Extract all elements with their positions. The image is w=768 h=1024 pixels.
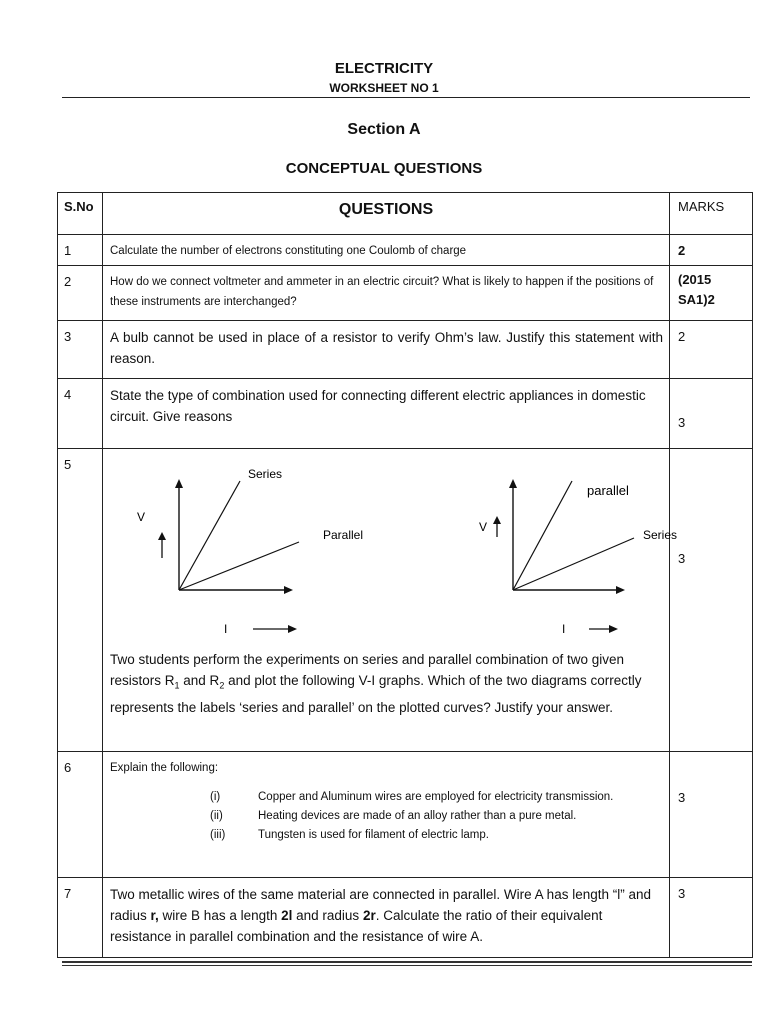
q6-item-label: (ii) (210, 810, 223, 822)
graph1-top-label: Series (248, 467, 283, 481)
graph2-top-label: parallel (587, 483, 629, 498)
graph2-y-label: V (479, 520, 488, 534)
q2-marks-line1: (2015 (678, 272, 712, 287)
q5-sub-2: 2 (219, 680, 225, 691)
table-row (58, 235, 753, 266)
q7-text-part-2: wire B has a length (158, 908, 282, 923)
footer-rule (62, 961, 752, 963)
q5-text-part-b: and R (179, 673, 220, 688)
table-row (58, 449, 753, 752)
q1-sno: 1 (58, 235, 103, 266)
q6-item-text: Tungsten is used for filament of electric lamp. (258, 829, 489, 841)
graph1-i-arrowhead-icon (288, 625, 297, 633)
table-row (58, 321, 753, 379)
q6-cell (103, 752, 670, 878)
graph2-shallow-line (513, 538, 634, 590)
table-row (58, 379, 753, 449)
questions-table (57, 192, 753, 958)
q7-bold-3: 2r (362, 908, 376, 923)
q3-marks: 2 (670, 321, 753, 379)
col-marks-header: MARKS (670, 193, 753, 235)
footer-rule-thin (62, 965, 752, 966)
graph2-v-arrowhead-icon (493, 516, 501, 524)
col-questions-header: QUESTIONS (103, 193, 670, 235)
q5-text-part-a: Two students perform the experiments on series and parallel combination of two given resistors R (110, 652, 625, 688)
q1-marks: 2 (670, 235, 753, 266)
q6-item-label: (iii) (210, 829, 226, 841)
header-rule (62, 97, 750, 98)
graph1-right-label: Parallel (323, 528, 364, 542)
q4-text: State the type of combination used for connecting different electric appliances in domestic circuit. Give reasons (103, 379, 670, 449)
graph1-v-arrowhead-icon (158, 532, 166, 540)
list-item (110, 807, 663, 826)
q6-item-label: (i) (210, 791, 221, 803)
graph2-x-label: I (562, 622, 566, 636)
q6-item-text: Heating devices are made of an alloy rather than a pure metal. (258, 810, 577, 822)
q2-marks (670, 266, 753, 321)
q3-sno: 3 (58, 321, 103, 379)
table-header-row (58, 193, 753, 235)
list-item (110, 788, 663, 807)
graph2-right-label: Series (643, 528, 678, 542)
graph1-x-arrowhead (284, 586, 293, 594)
q7-bold-1: r, (150, 908, 159, 923)
graph2-x-arrowhead (616, 586, 625, 594)
graph2-y-arrowhead (509, 479, 517, 488)
q7-text-part-3: and radius (292, 908, 363, 923)
graph1-steep-line (179, 481, 240, 590)
q7-bold-2: 2l (281, 908, 293, 923)
graph2-steep-line (513, 481, 572, 590)
q7-text (103, 878, 670, 958)
graph1-y-label: V (137, 510, 146, 524)
section-heading: Section A (347, 121, 421, 138)
q6-marks: 3 (670, 752, 753, 878)
col-sno-header: S.No (58, 193, 103, 235)
q2-sno: 2 (58, 266, 103, 321)
category-heading: CONCEPTUAL QUESTIONS (285, 160, 483, 177)
graph1-shallow-line (179, 542, 299, 590)
q2-marks-line2: SA1)2 (678, 292, 715, 307)
graph2-i-arrowhead-icon (609, 625, 618, 633)
graph1-x-label: I (224, 622, 228, 636)
document-title: ELECTRICITY (334, 60, 434, 77)
q6-sno: 6 (58, 752, 103, 878)
q7-text-part-1: Two metallic wires of the same material are connected in parallel. Wire A has length “l” and radius (110, 887, 652, 923)
list-item (110, 826, 663, 845)
q7-sno: 7 (58, 878, 103, 958)
q5-cell (103, 449, 678, 752)
q4-sno: 4 (58, 379, 103, 449)
q5-text (103, 649, 669, 724)
table-row (58, 266, 753, 321)
q4-marks: 3 (670, 379, 753, 449)
q5-marks: 3 (670, 449, 753, 752)
q6-item-text: Copper and Aluminum wires are employed for electricity transmission. (258, 791, 614, 803)
q5-sub-1: 1 (174, 680, 180, 691)
worksheet-number: WORKSHEET NO 1 (329, 81, 439, 95)
q1-text: Calculate the number of electrons constituting one Coulomb of charge (103, 235, 670, 266)
q7-marks: 3 (670, 878, 753, 958)
vi-graphs (103, 449, 678, 649)
q6-intro: Explain the following: (110, 762, 219, 774)
table-row (58, 752, 753, 878)
q3-text: A bulb cannot be used in place of a resistor to verify Ohm’s law. Justify this statement with reason. (103, 321, 670, 379)
q5-sno: 5 (58, 449, 103, 752)
q2-text: How do we connect voltmeter and ammeter in an electric circuit? What is likely to happen if the positions of these instruments are interchanged? (103, 266, 670, 321)
q5-text-part-c: and plot the following V-I graphs. Which of the two diagrams correctly represents the labels ‘series and parallel’ on the plotted curves? Justify your answer. (110, 673, 642, 715)
q7-text-part-4: . Calculate the ratio of their equivalent resistance in parallel combination and the resistance of wire A. (110, 908, 603, 944)
graph1-y-arrowhead (175, 479, 183, 488)
table-row (58, 878, 753, 958)
